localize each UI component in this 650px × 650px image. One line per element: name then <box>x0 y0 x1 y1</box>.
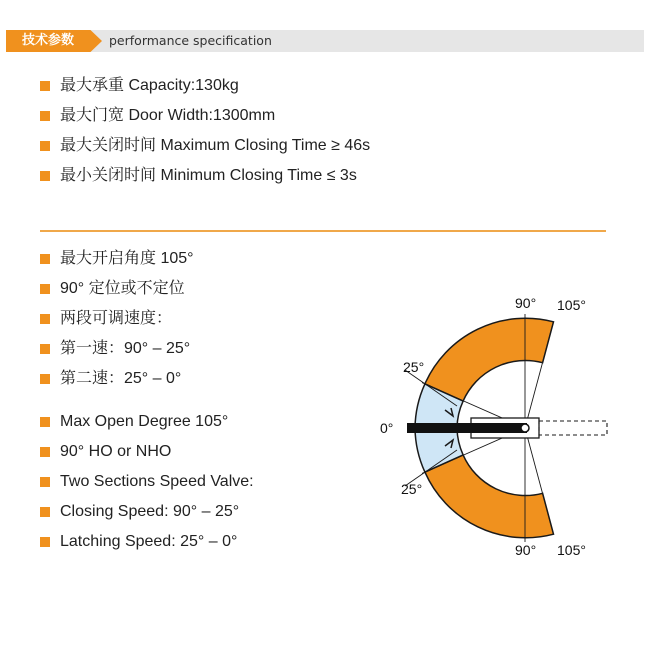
section-divider <box>40 230 606 232</box>
opening-angle-diagram <box>375 288 620 563</box>
spec-text: 90° 定位或不定位 <box>60 280 185 297</box>
spec-text: 两段可调速度： <box>60 310 173 327</box>
closer-body-dashed <box>539 421 607 435</box>
bullet-square-icon <box>40 141 50 151</box>
spec-text: 最大承重 Capacity:130kg <box>60 77 239 94</box>
bullet-square-icon <box>40 374 50 384</box>
door-arm <box>407 423 527 433</box>
bullet-square-icon <box>40 447 50 457</box>
hinge-pivot-icon <box>521 424 529 432</box>
bullet-square-icon <box>40 314 50 324</box>
label-25-upper: 25° <box>403 359 425 375</box>
bullet-square-icon <box>40 417 50 427</box>
spec-text: Latching Speed: 25° – 0° <box>60 533 238 550</box>
bullet-square-icon <box>40 171 50 181</box>
spec-text: Closing Speed: 90° – 25° <box>60 503 240 520</box>
spec-text: Max Open Degree 105° <box>60 413 229 430</box>
label-0: 0° <box>380 420 394 436</box>
label-25-lower: 25° <box>401 481 423 497</box>
spec-text: 最小关闭时间 Minimum Closing Time ≤ 3s <box>60 167 357 184</box>
bullet-square-icon <box>40 537 50 547</box>
bullet-square-icon <box>40 111 50 121</box>
section-title: performance specification <box>109 33 272 48</box>
spec-text: 90° HO or NHO <box>60 443 172 460</box>
upper-closing-zone <box>425 318 554 401</box>
label-90-top: 90° <box>515 295 537 311</box>
lower-closing-zone <box>425 455 554 538</box>
section-header-tab-label: 技术参数 <box>22 33 75 48</box>
spec-text: 最大门宽 Door Width:1300mm <box>60 107 276 124</box>
spec-text: 最大开启角度 105° <box>60 250 194 267</box>
bullet-square-icon <box>40 477 50 487</box>
bullet-square-icon <box>40 284 50 294</box>
spec-text: 最大关闭时间 Maximum Closing Time ≥ 46s <box>60 137 371 154</box>
spec-text: Two Sections Speed Valve: <box>60 473 254 490</box>
label-90-bottom: 90° <box>515 542 537 558</box>
bullet-square-icon <box>40 81 50 91</box>
spec-text: 第一速：90° – 25° <box>60 340 191 357</box>
label-105-bottom: 105° <box>557 542 586 558</box>
spec-text: 第二速：25° – 0° <box>60 370 182 387</box>
label-105-top: 105° <box>557 297 586 313</box>
bullet-square-icon <box>40 507 50 517</box>
bullet-square-icon <box>40 254 50 264</box>
bullet-square-icon <box>40 344 50 354</box>
